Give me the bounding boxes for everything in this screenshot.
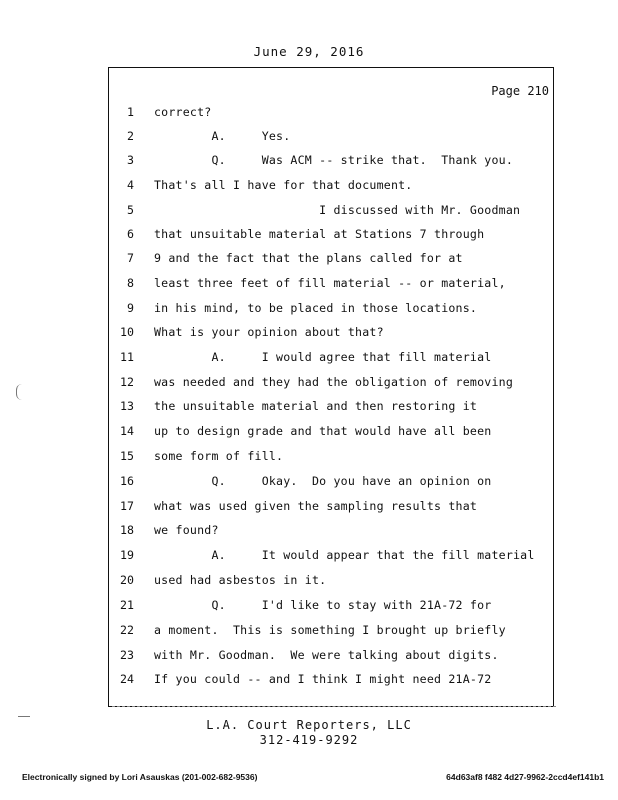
line-text: some form of fill. <box>154 449 284 463</box>
line-text: A. Yes. <box>154 129 291 143</box>
transcript-line <box>108 518 554 542</box>
line-number: 15 <box>120 449 134 463</box>
transcript-line <box>108 222 554 246</box>
line-number: 23 <box>120 648 134 662</box>
page-number: Page 210 <box>491 84 549 98</box>
line-number: 24 <box>120 672 134 686</box>
transcript-line <box>108 271 554 295</box>
line-number: 11 <box>120 350 134 364</box>
line-text: with Mr. Goodman. We were talking about digits. <box>154 648 499 662</box>
line-number: 7 <box>127 251 134 265</box>
line-number: 5 <box>127 203 134 217</box>
line-number: 16 <box>120 474 134 488</box>
line-text: If you could -- and I think I might need 21A-72 <box>154 672 492 686</box>
line-text: least three feet of fill material -- or material, <box>154 276 506 290</box>
line-number: 2 <box>127 129 134 143</box>
electronic-signature: Electronically signed by Lori Asauskas (201-002-682-9536) <box>22 772 258 782</box>
line-text: the unsuitable material and then restoring it <box>154 399 478 413</box>
line-number: 17 <box>120 499 134 513</box>
transcript-line <box>108 100 554 124</box>
line-number: 22 <box>120 623 134 637</box>
line-text: A. It would appear that the fill material <box>154 548 535 562</box>
transcript-line <box>108 173 554 197</box>
transcript-line <box>108 148 554 172</box>
transcript-line <box>108 370 554 394</box>
transcript-line <box>108 444 554 468</box>
transcript-line <box>108 345 554 369</box>
scan-artifact <box>18 706 30 717</box>
line-number: 20 <box>120 573 134 587</box>
line-number: 4 <box>127 178 134 192</box>
line-text: That's all I have for that document. <box>154 178 413 192</box>
line-number: 21 <box>120 598 134 612</box>
transcript-line <box>108 296 554 320</box>
line-text: used had asbestos in it. <box>154 573 327 587</box>
line-text: Q. Was ACM -- strike that. Thank you. <box>154 153 514 167</box>
line-text: in his mind, to be placed in those locations. <box>154 301 478 315</box>
scan-artifact <box>16 384 23 400</box>
line-number: 10 <box>120 325 134 339</box>
transcript-line <box>108 494 554 518</box>
transcript-line <box>108 320 554 344</box>
line-text: up to design grade and that would have all been <box>154 424 492 438</box>
line-text: Q. Okay. Do you have an opinion on <box>154 474 492 488</box>
transcript-date: June 29, 2016 <box>253 44 365 59</box>
line-number: 8 <box>127 276 134 290</box>
line-text: correct? <box>154 105 212 119</box>
line-text: we found? <box>154 523 219 537</box>
line-number: 14 <box>120 424 134 438</box>
transcript-line <box>108 246 554 270</box>
line-text: Q. I'd like to stay with 21A-72 for <box>154 598 492 612</box>
line-text: what was used given the sampling results that <box>154 499 478 513</box>
line-number: 1 <box>127 105 134 119</box>
transcript-line <box>108 643 554 667</box>
line-text: 9 and the fact that the plans called for at <box>154 251 463 265</box>
line-number: 18 <box>120 523 134 537</box>
transcript-line <box>108 593 554 617</box>
court-reporter-name: L.A. Court Reporters, LLC <box>206 718 412 732</box>
transcript-line <box>108 419 554 443</box>
transcript-line <box>108 124 554 148</box>
line-number: 3 <box>127 153 134 167</box>
line-number: 19 <box>120 548 134 562</box>
line-number: 9 <box>127 301 134 315</box>
document-hash: 64d63af8 f482 4d27-9962-2ccd4ef141b1 <box>446 772 604 782</box>
line-text: A. I would agree that fill material <box>154 350 492 364</box>
line-text: I discussed with Mr. Goodman <box>154 203 521 217</box>
transcript-line <box>108 198 554 222</box>
frame-shadow <box>112 706 556 709</box>
line-number: 6 <box>127 227 134 241</box>
transcript-line <box>108 667 554 691</box>
line-number: 13 <box>120 399 134 413</box>
line-text: was needed and they had the obligation of removing <box>154 375 514 389</box>
court-reporter-phone: 312-419-9292 <box>259 733 359 747</box>
transcript-line <box>108 543 554 567</box>
line-text: What is your opinion about that? <box>154 325 384 339</box>
transcript-line <box>108 618 554 642</box>
line-number: 12 <box>120 375 134 389</box>
transcript-line <box>108 469 554 493</box>
transcript-line <box>108 394 554 418</box>
line-text: a moment. This is something I brought up briefly <box>154 623 506 637</box>
transcript-line <box>108 568 554 592</box>
line-text: that unsuitable material at Stations 7 through <box>154 227 485 241</box>
